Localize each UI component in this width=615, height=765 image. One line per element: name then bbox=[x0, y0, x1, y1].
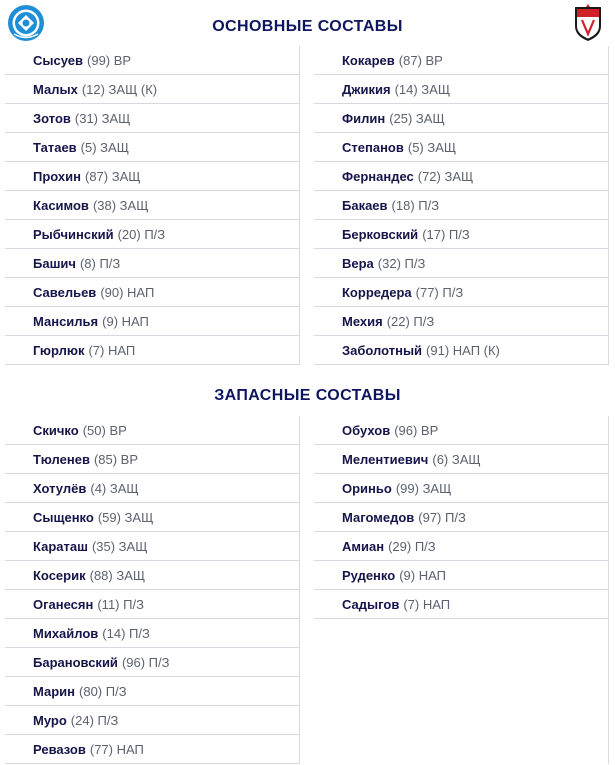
player-number-position: (8) П/З bbox=[79, 255, 121, 271]
player-row bbox=[5, 307, 299, 336]
player-name: Степанов bbox=[342, 139, 404, 155]
player-number-position: (77) НАП bbox=[89, 741, 144, 757]
empty-row bbox=[314, 735, 608, 764]
player-number-position: (32) П/З bbox=[377, 255, 426, 271]
player-row bbox=[5, 706, 299, 735]
main-away-lineup bbox=[314, 46, 609, 365]
player-row bbox=[5, 104, 299, 133]
player-row bbox=[5, 162, 299, 191]
player-number-position: (96) ВР bbox=[394, 422, 439, 438]
player-number-position: (77) П/З bbox=[415, 284, 464, 300]
player-name: Прохин bbox=[33, 168, 81, 184]
subs-lineups-title: ЗАПАСНЫЕ СОСТАВЫ bbox=[214, 387, 401, 404]
player-number-position: (17) П/З bbox=[422, 226, 470, 242]
player-name: Муро bbox=[33, 712, 67, 728]
player-row bbox=[5, 677, 299, 706]
player-row bbox=[314, 249, 608, 278]
player-row bbox=[314, 590, 608, 619]
player-row bbox=[5, 590, 299, 619]
player-number-position: (6) ЗАЩ bbox=[432, 451, 481, 467]
player-row bbox=[5, 220, 299, 249]
player-name: Обухов bbox=[342, 422, 391, 438]
player-name: Марин bbox=[33, 683, 76, 699]
player-row bbox=[5, 249, 299, 278]
player-row bbox=[314, 336, 608, 365]
player-row bbox=[5, 191, 299, 220]
player-row bbox=[5, 75, 299, 104]
player-name: Руденко bbox=[342, 567, 396, 583]
player-name: Барановский bbox=[33, 654, 118, 670]
player-number-position: (91) НАП (К) bbox=[426, 342, 500, 358]
player-row bbox=[5, 619, 299, 648]
player-name: Кокарев bbox=[342, 52, 395, 68]
player-row bbox=[5, 278, 299, 307]
player-row bbox=[5, 474, 299, 503]
player-row bbox=[5, 46, 299, 75]
player-row bbox=[314, 75, 608, 104]
player-row bbox=[314, 104, 608, 133]
player-name: Вера bbox=[342, 255, 374, 271]
player-name: Оганесян bbox=[33, 596, 94, 612]
player-number-position: (29) П/З bbox=[388, 538, 436, 554]
khimki-crest-icon bbox=[573, 4, 603, 42]
player-number-position: (18) П/З bbox=[391, 197, 440, 213]
player-name: Караташ bbox=[33, 538, 88, 554]
player-name: Заболотный bbox=[342, 342, 423, 358]
player-row bbox=[314, 307, 608, 336]
player-number-position: (7) НАП bbox=[88, 342, 136, 358]
player-row bbox=[314, 532, 608, 561]
player-number-position: (97) П/З bbox=[418, 509, 466, 525]
player-name: Мелентиевич bbox=[342, 451, 429, 467]
player-name: Джикия bbox=[342, 81, 391, 97]
player-number-position: (99) ВР bbox=[87, 52, 132, 68]
orenburg-crest-icon bbox=[7, 4, 45, 42]
player-row bbox=[314, 133, 608, 162]
player-number-position: (87) ЗАЩ bbox=[84, 168, 141, 184]
player-number-position: (5) ЗАЩ bbox=[80, 139, 129, 155]
player-name: Малых bbox=[33, 81, 78, 97]
player-name: Косерик bbox=[33, 567, 86, 583]
player-row bbox=[314, 445, 608, 474]
main-lineups-title: ОСНОВНЫЕ СОСТАВЫ bbox=[212, 18, 403, 35]
empty-row bbox=[314, 677, 608, 706]
player-row bbox=[314, 191, 608, 220]
player-number-position: (20) П/З bbox=[117, 226, 166, 242]
player-number-position: (4) ЗАЩ bbox=[90, 480, 139, 496]
player-name: Татаев bbox=[33, 139, 77, 155]
player-number-position: (9) НАП bbox=[399, 567, 446, 583]
player-name: Магомедов bbox=[342, 509, 415, 525]
player-number-position: (22) П/З bbox=[386, 313, 435, 329]
player-row bbox=[314, 561, 608, 590]
player-number-position: (88) ЗАЩ bbox=[89, 567, 146, 583]
player-row bbox=[5, 561, 299, 590]
empty-row bbox=[314, 706, 608, 735]
player-number-position: (35) ЗАЩ bbox=[91, 538, 148, 554]
player-number-position: (11) П/З bbox=[97, 596, 144, 612]
player-row bbox=[5, 416, 299, 445]
player-name: Рыбчинский bbox=[33, 226, 114, 242]
player-number-position: (9) НАП bbox=[102, 313, 149, 329]
player-name: Савельев bbox=[33, 284, 97, 300]
player-number-position: (96) П/З bbox=[121, 654, 170, 670]
player-row bbox=[5, 648, 299, 677]
player-row bbox=[5, 133, 299, 162]
player-row bbox=[5, 336, 299, 365]
player-row bbox=[5, 503, 299, 532]
player-row bbox=[314, 278, 608, 307]
player-name: Бакаев bbox=[342, 197, 388, 213]
player-number-position: (72) ЗАЩ bbox=[417, 168, 474, 184]
player-number-position: (5) ЗАЩ bbox=[407, 139, 457, 155]
player-row bbox=[314, 46, 608, 75]
subs-home-lineup bbox=[5, 416, 300, 764]
player-name: Филин bbox=[342, 110, 386, 126]
player-number-position: (38) ЗАЩ bbox=[92, 197, 149, 213]
player-row bbox=[314, 503, 608, 532]
main-home-lineup bbox=[5, 46, 300, 365]
player-number-position: (99) ЗАЩ bbox=[395, 480, 452, 496]
player-number-position: (12) ЗАЩ (К) bbox=[81, 81, 158, 97]
player-row bbox=[314, 474, 608, 503]
player-number-position: (80) П/З bbox=[79, 683, 127, 699]
player-number-position: (50) ВР bbox=[82, 422, 127, 438]
player-number-position: (31) ЗАЩ bbox=[74, 110, 131, 126]
player-name: Гюрлюк bbox=[33, 342, 85, 358]
player-name: Корредера bbox=[342, 284, 412, 300]
player-number-position: (85) ВР bbox=[93, 451, 139, 467]
player-name: Михайлов bbox=[33, 625, 99, 641]
player-name: Садыгов bbox=[342, 596, 400, 612]
player-name: Тюленев bbox=[33, 451, 90, 467]
player-name: Мансилья bbox=[33, 313, 99, 329]
player-row bbox=[314, 220, 608, 249]
player-name: Фернандес bbox=[342, 168, 414, 184]
player-row bbox=[5, 735, 299, 764]
player-name: Башич bbox=[33, 255, 76, 271]
player-number-position: (25) ЗАЩ bbox=[389, 110, 445, 126]
player-name: Сысуев bbox=[33, 52, 84, 68]
player-name: Ревазов bbox=[33, 741, 86, 757]
player-name: Скичко bbox=[33, 422, 79, 438]
player-number-position: (24) П/З bbox=[70, 712, 119, 728]
player-number-position: (90) НАП bbox=[100, 284, 155, 300]
subs-away-lineup bbox=[314, 416, 609, 764]
player-name: Сыщенко bbox=[33, 509, 94, 525]
player-name: Амиан bbox=[342, 538, 385, 554]
player-number-position: (14) П/З bbox=[102, 625, 150, 641]
player-row bbox=[5, 445, 299, 474]
subs-lineups-header bbox=[0, 383, 615, 409]
player-row bbox=[5, 532, 299, 561]
player-number-position: (87) ВР bbox=[398, 52, 443, 68]
player-row bbox=[314, 162, 608, 191]
player-number-position: (14) ЗАЩ bbox=[394, 81, 451, 97]
empty-row bbox=[314, 619, 608, 648]
main-lineups-header bbox=[0, 14, 615, 40]
player-name: Хотулёв bbox=[33, 480, 87, 496]
player-number-position: (7) НАП bbox=[403, 596, 451, 612]
player-name: Зотов bbox=[33, 110, 71, 126]
player-row bbox=[314, 416, 608, 445]
player-name: Касимов bbox=[33, 197, 89, 213]
player-name: Берковский bbox=[342, 226, 419, 242]
player-number-position: (59) ЗАЩ bbox=[97, 509, 154, 525]
empty-row bbox=[314, 648, 608, 677]
player-name: Мехия bbox=[342, 313, 383, 329]
player-name: Ориньо bbox=[342, 480, 392, 496]
